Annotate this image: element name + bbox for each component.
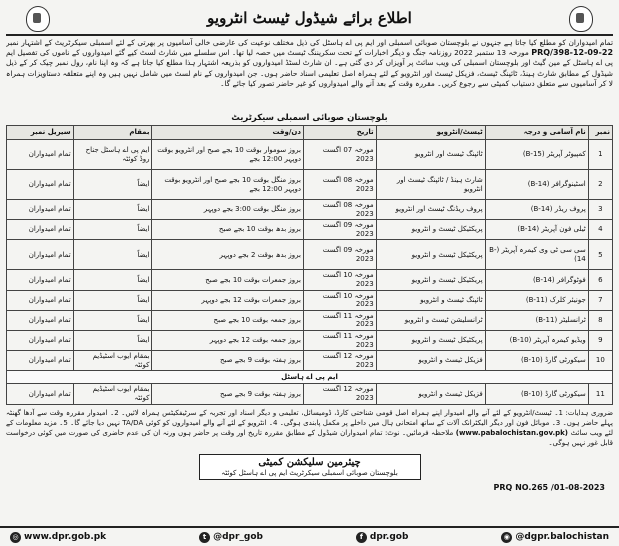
cell-test-time: بروز جمعہ بوقت 12 بجے دوپہر xyxy=(152,330,304,350)
cell-test-type: ٹرانسلیشن ٹیسٹ و انٹرویو xyxy=(376,310,485,330)
cell-test-date: مورخہ 10 اگست 2023 xyxy=(303,290,376,310)
cell-post-name: اسٹینوگرافر (B-14) xyxy=(485,170,588,200)
cell-serial-range: تمام امیدواران xyxy=(7,310,74,330)
cell-test-date: مورخہ 11 اگست 2023 xyxy=(303,310,376,330)
col-header-venue: بمقام xyxy=(73,126,152,140)
cell-test-time: بروز بدھ بوقت 2 بجے دوپہر xyxy=(152,240,304,270)
footer-website-text: www.dpr.gob.pk xyxy=(24,532,107,542)
facebook-icon: f xyxy=(356,532,367,543)
footer-twitter-text: @dpr_gob xyxy=(213,532,263,542)
instructions-paragraph xyxy=(6,408,613,452)
website-link[interactable]: (www.pabalochistan.gov.pk) xyxy=(455,428,569,437)
intro-text-end: مورخہ 13 ستمبر 2022 روزنامہ جنگ و دیگر اخبارات کے تحت سکریننگ ٹیسٹ میں حصہ لیا تھا۔ اس سلسلے میں شارٹ لسٹ کیے گئے امیدواروں کے ناموں کی تفصیل ایم پی اے ہاسٹل کے مین گیٹ اور بلوچستان اسمبلی کی ویب سائٹ پر آویزاں کر دی گئی ہے۔ ان شارٹ لسٹڈ امیدواروں کو بذریعہ اشتہار ہذا مطلع کیا جاتا ہے کہ وہ اپنا نام، رول نمبر چیک کر کے ذیل شیڈول کے مطابق شارٹ ہینڈ، ٹائپنگ ٹیسٹ، فزیکل ٹیسٹ اور انٹرویو کے لئے ہمراہ اصل تعلیمی اسناد حاضر ہوں۔ جن امیدواروں کے نام لسٹ میں شامل نہیں ہیں وہ اپنے متعلقہ دستاویزات ہمراہ لا کر آسامیوں سے متعلق دستیاب کمیٹی سے رجوع کریں۔ مقررہ وقت کے بعد آنے والے امیدواروں کو غیر حاضر تصور کیا جائے گا۔ xyxy=(6,48,613,88)
cell-serial-range: تمام امیدواران xyxy=(7,220,74,240)
right-emblem-icon xyxy=(569,6,593,32)
cell-venue: ایضاً xyxy=(73,290,152,310)
instructions-text-start: ضروری ہدایات: 1۔ ٹیسٹ/انٹرویو کے لئے آنے والے امیدوار اپنے ہمراہ اصل قومی شناختی کارڈ، ڈومیسائل، تعلیمی و دیگر اسناد اور تجربہ کے سرٹیفکیٹس ہمراہ لائیں۔ 2۔ امیدوار مقررہ وقت سے آدھا گھنٹہ پہلے حاضر ہوں۔ 3۔ موبائل فون اور دیگر الیکٹرانک آلات کے ساتھ امتحانی ہال میں داخلے پر مکمل پابندی ہوگی۔ 4۔ انٹرویو کے لئے آنے والے امیدواروں کو کوئی TA/DA نہیں دیا جائے گا۔ 5۔ مزید معلومات کے لئے ویب سائٹ xyxy=(6,408,613,437)
cell-test-time: بروز بدھ بوقت 10 بجے صبح xyxy=(152,220,304,240)
cell-post-name: ٹرانسلیٹر (B-11) xyxy=(485,310,588,330)
table-subtitle: بلوچستان صوبائی اسمبلی سیکرٹریٹ xyxy=(231,113,388,123)
cell-test-date: مورخہ 10 اگست 2023 xyxy=(303,270,376,290)
cell-venue: بمقام ایوب اسٹیڈیم کوئٹہ xyxy=(73,351,152,371)
col-header-time: دن/وقت xyxy=(152,126,304,140)
title-divider xyxy=(6,34,613,36)
cell-serial-range: تمام امیدواران xyxy=(7,330,74,350)
cell-test-type: ٹائپنگ ٹیسٹ اور انٹرویو xyxy=(376,140,485,170)
cell-test-time: بروز سوموار بوقت 10 بجے صبح اور انٹرویو بوقت دوپہر 12:00 بجے xyxy=(152,140,304,170)
cell-serial-range: تمام امیدواران xyxy=(7,290,74,310)
intro-paragraph xyxy=(6,38,613,112)
cell-venue: ایضاً xyxy=(73,310,152,330)
table-row xyxy=(7,200,613,220)
cell-test-date: مورخہ 12 اگست 2023 xyxy=(303,384,376,404)
cell-test-time: بروز ہفتہ بوقت 9 بجے صبح xyxy=(152,351,304,371)
cell-post-name: سیکورٹی گارڈ (B-10) xyxy=(485,384,588,404)
cell-venue: ایضاً xyxy=(73,330,152,350)
cell-post-name: سی سی ٹی وی کیمرہ آپریٹر (B-14) xyxy=(485,240,588,270)
cell-row-number: 10 xyxy=(588,351,612,371)
cell-post-name: ٹیلی فون آپریٹر (B-14) xyxy=(485,220,588,240)
cell-row-number: 1 xyxy=(588,140,612,170)
prq-number: PRQ NO.265 /01-08-2023 xyxy=(493,482,605,492)
table-row xyxy=(7,220,613,240)
table-row xyxy=(7,170,613,200)
cell-post-name: ویڈیو کیمرہ آپریٹر (B-10) xyxy=(485,330,588,350)
cell-row-number: 6 xyxy=(588,270,612,290)
cell-row-number: 9 xyxy=(588,330,612,350)
cell-test-time: بروز منگل بوقت 10 بجے صبح اور انٹرویو بوقت دوپہر 12:00 بجے xyxy=(152,170,304,200)
cell-venue: ایضاً xyxy=(73,170,152,200)
cell-post-name: سیکورٹی گارڈ (B-10) xyxy=(485,351,588,371)
cell-row-number: 11 xyxy=(588,384,612,404)
cell-row-number: 4 xyxy=(588,220,612,240)
intro-text-start: تمام امیدواران کو مطلع کیا جاتا ہے جنہوں نے بلوچستان صوبائی اسمبلی اور ایم پی اے ہاسٹل کی ذیل مختلف نوعیت کی عارضی خالی آسامیوں پر بھرتی کے لئے اسمبلی سیکرٹریٹ کے اشتہار نمبر xyxy=(6,38,613,47)
cell-serial-range: تمام امیدواران xyxy=(7,240,74,270)
table-header-row xyxy=(7,126,613,140)
cell-venue: ایضاً xyxy=(73,270,152,290)
cell-row-number: 5 xyxy=(588,240,612,270)
cell-test-type: ٹائپنگ ٹیسٹ و انٹرویو xyxy=(376,290,485,310)
footer-instagram[interactable] xyxy=(501,532,609,543)
cell-test-type: فزیکل ٹیسٹ و انٹرویو xyxy=(376,351,485,371)
cell-serial-range: تمام امیدواران xyxy=(7,351,74,371)
cell-test-time: بروز منگل بوقت 3:00 بجے دوپہر xyxy=(152,200,304,220)
cell-row-number: 7 xyxy=(588,290,612,310)
left-emblem-icon xyxy=(26,6,50,32)
schedule-table xyxy=(6,125,613,405)
cell-serial-range: تمام امیدواران xyxy=(7,200,74,220)
cell-row-number: 3 xyxy=(588,200,612,220)
table-row xyxy=(7,290,613,310)
twitter-icon: t xyxy=(199,532,210,543)
cell-test-type: پریکٹیکل ٹیسٹ و انٹرویو xyxy=(376,330,485,350)
footer-bar xyxy=(0,526,619,546)
table-row xyxy=(7,310,613,330)
col-header-date: تاریخ xyxy=(303,126,376,140)
table-row xyxy=(7,351,613,371)
section-row-mpa-hostel xyxy=(7,371,613,384)
footer-facebook-text: dpr.gob xyxy=(369,532,409,542)
cell-serial-range: تمام امیدواران xyxy=(7,384,74,404)
cell-test-type: پریکٹیکل ٹیسٹ و انٹرویو xyxy=(376,270,485,290)
cell-test-type: فزیکل ٹیسٹ و انٹرویو xyxy=(376,384,485,404)
page-title: اطلاع برائے شیڈول ٹیسٹ انٹرویو xyxy=(207,9,412,27)
cell-test-type: پریکٹیکل ٹیسٹ و انٹرویو xyxy=(376,240,485,270)
signature-title: چیئرمین سلیکشن کمیٹی xyxy=(258,456,361,468)
footer-instagram-text: @dgpr.balochistan xyxy=(515,532,609,542)
footer-twitter[interactable] xyxy=(199,532,263,543)
col-header-serial: سیریل نمبر xyxy=(7,126,74,140)
cell-post-name: جونیئر کلرک (B-11) xyxy=(485,290,588,310)
globe-icon: ◎ xyxy=(10,532,21,543)
cell-test-type: پریکٹیکل ٹیسٹ و انٹرویو xyxy=(376,220,485,240)
cell-post-name: فوٹوگرافر (B-14) xyxy=(485,270,588,290)
header xyxy=(6,4,613,32)
cell-test-type: پروف ریڈنگ ٹیسٹ اور انٹرویو xyxy=(376,200,485,220)
cell-test-time: بروز جمعرات بوقت 12 بجے دوپہر xyxy=(152,290,304,310)
col-header-test: ٹیسٹ/انٹرویو xyxy=(376,126,485,140)
cell-test-time: بروز ہفتہ بوقت 9 بجے صبح xyxy=(152,384,304,404)
cell-row-number: 2 xyxy=(588,170,612,200)
cell-test-date: مورخہ 09 اگست 2023 xyxy=(303,240,376,270)
col-header-number: نمبر xyxy=(588,126,612,140)
footer-website[interactable] xyxy=(10,532,106,543)
table-row xyxy=(7,140,613,170)
signature-area xyxy=(6,452,613,496)
cell-test-date: مورخہ 12 اگست 2023 xyxy=(303,351,376,371)
cell-post-name: کمپیوٹر آپریٹر (B-15) xyxy=(485,140,588,170)
cell-venue: ایم پی اے ہاسٹل جناح روڈ کوئٹہ xyxy=(73,140,152,170)
cell-test-date: مورخہ 11 اگست 2023 xyxy=(303,330,376,350)
cell-venue: ایضاً xyxy=(73,200,152,220)
col-header-post: نام آسامی و درجہ xyxy=(485,126,588,140)
cell-test-date: مورخہ 08 اگست 2023 xyxy=(303,170,376,200)
cell-venue: بمقام ایوب اسٹیڈیم کوئٹہ xyxy=(73,384,152,404)
table-row xyxy=(7,330,613,350)
cell-serial-range: تمام امیدواران xyxy=(7,270,74,290)
table-row xyxy=(7,384,613,404)
footer-facebook[interactable] xyxy=(356,532,409,543)
section-label: ایم پی اے ہاسٹل xyxy=(7,371,613,384)
advert-reference-number: PRQ/398-12-09-22 xyxy=(531,48,613,58)
signature-box xyxy=(199,454,421,480)
instructions-text-end: ملاحظہ فرمائیں۔ نوٹ: تمام امیدواران شیڈول کے مطابق مقررہ تاریخ اور وقت پر حاضر ہوں ورنہ ان کی عدم حاضری کی صورت میں کوئی درخواست قابل غور نہیں ہوگی۔ xyxy=(6,428,613,447)
table-row xyxy=(7,270,613,290)
cell-row-number: 8 xyxy=(588,310,612,330)
cell-test-date: مورخہ 08 اگست 2023 xyxy=(303,200,376,220)
cell-venue: ایضاً xyxy=(73,220,152,240)
cell-serial-range: تمام امیدواران xyxy=(7,170,74,200)
instagram-icon: ◉ xyxy=(501,532,512,543)
cell-test-date: مورخہ 09 اگست 2023 xyxy=(303,220,376,240)
cell-test-time: بروز جمعرات بوقت 10 بجے صبح xyxy=(152,270,304,290)
cell-post-name: پروف ریڈر (B-14) xyxy=(485,200,588,220)
signature-subtitle: بلوچستان صوبائی اسمبلی سیکرٹریٹ ایم پی اے ہاسٹل کوئٹہ xyxy=(221,468,398,477)
cell-serial-range: تمام امیدواران xyxy=(7,140,74,170)
cell-test-type: شارٹ ہینڈ / ٹائپنگ ٹیسٹ اور انٹرویو xyxy=(376,170,485,200)
table-row xyxy=(7,240,613,270)
cell-test-time: بروز جمعہ بوقت 10 بجے صبح xyxy=(152,310,304,330)
cell-test-date: مورخہ 07 اگست 2023 xyxy=(303,140,376,170)
cell-venue: ایضاً xyxy=(73,240,152,270)
